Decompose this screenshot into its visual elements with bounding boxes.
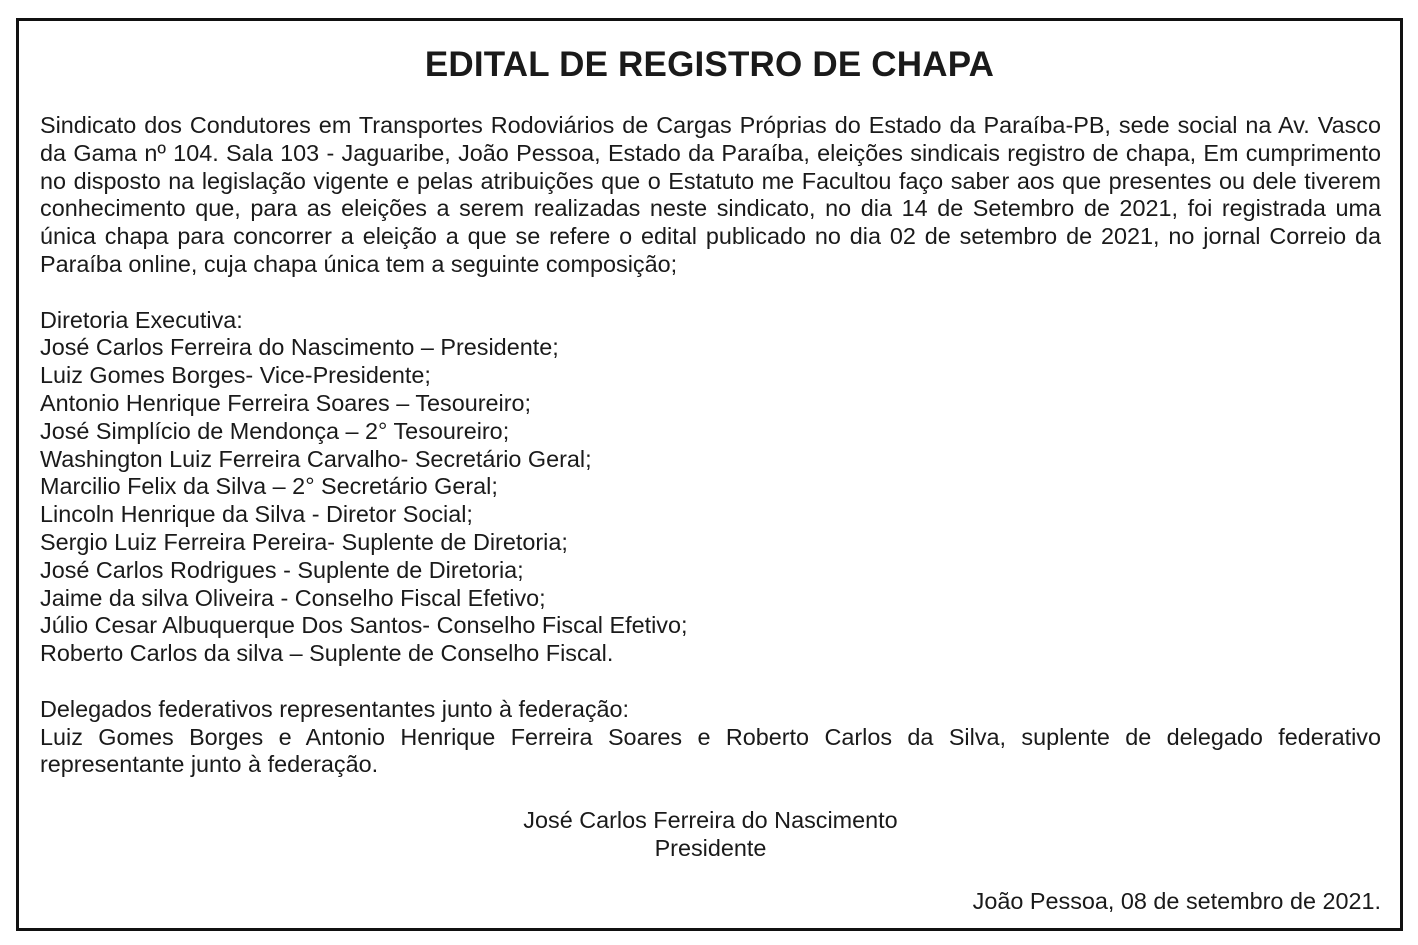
board-member: Júlio Cesar Albuquerque Dos Santos- Conselho Fiscal Efetivo; [40, 612, 688, 639]
board-section [40, 307, 1381, 668]
delegates-section [40, 696, 1381, 779]
board-member: José Carlos Rodrigues - Suplente de Diretoria; [40, 556, 524, 583]
board-heading: Diretoria Executiva: [40, 306, 243, 333]
notice-title: EDITAL DE REGISTRO DE CHAPA [424, 45, 995, 84]
board-member: Sergio Luiz Ferreira Pereira- Suplente de Diretoria; [40, 528, 568, 555]
board-member: Roberto Carlos da silva – Suplente de Conselho Fiscal. [40, 640, 614, 667]
intro-paragraph: Sindicato dos Condutores em Transportes Rodoviários de Cargas Próprias do Estado da Paraíba-PB, sede social na Av. Vasco da Gama nº 104. Sala 103 - Jaguaribe, João Pessoa, Estado da Paraíba, eleições sindicais registro de chapa, Em cumprimento no disposto na legislação vigente e pelas atribuições que o Estatuto me Facultou faço saber aos que presentes ou dele tiverem conhecimento que, para as eleições a serem realizadas neste sindicato, no dia 14 de Setembro de 2021, foi registrada uma única chapa para concorrer a eleição a que se refere o edital publicado no dia 02 de setembro de 2021, no jornal Correio da Paraíba online, cuja chapa única tem a seguinte composição; [40, 112, 1381, 277]
board-member: Marcilio Felix da Silva – 2° Secretário Geral; [40, 473, 498, 500]
signature-name: José Carlos Ferreira do Nascimento [523, 807, 898, 834]
board-member: Luiz Gomes Borges- Vice-Presidente; [40, 362, 431, 389]
delegates-text: Luiz Gomes Borges e Antonio Henrique Ferreira Soares e Roberto Carlos da Silva, suplente de delegado federativo representante junto à federação. [40, 723, 1381, 778]
signature-block [40, 807, 1381, 863]
board-member: Jaime da silva Oliveira - Conselho Fiscal Efetivo; [40, 584, 546, 611]
board-member: José Carlos Ferreira do Nascimento – Presidente; [40, 334, 559, 361]
board-member: José Simplício de Mendonça – 2° Tesoureiro; [40, 417, 510, 444]
board-member: Antonio Henrique Ferreira Soares – Tesoureiro; [40, 389, 532, 416]
board-member: Washington Luiz Ferreira Carvalho- Secretário Geral; [40, 445, 592, 472]
delegates-heading: Delegados federativos representantes junto à federação: [40, 695, 630, 722]
signature-role: Presidente [654, 834, 767, 861]
board-member: Lincoln Henrique da Silva - Diretor Social; [40, 501, 473, 528]
place-date: João Pessoa, 08 de setembro de 2021. [972, 887, 1381, 914]
notice-body [40, 112, 1381, 916]
notice-frame [16, 18, 1403, 931]
